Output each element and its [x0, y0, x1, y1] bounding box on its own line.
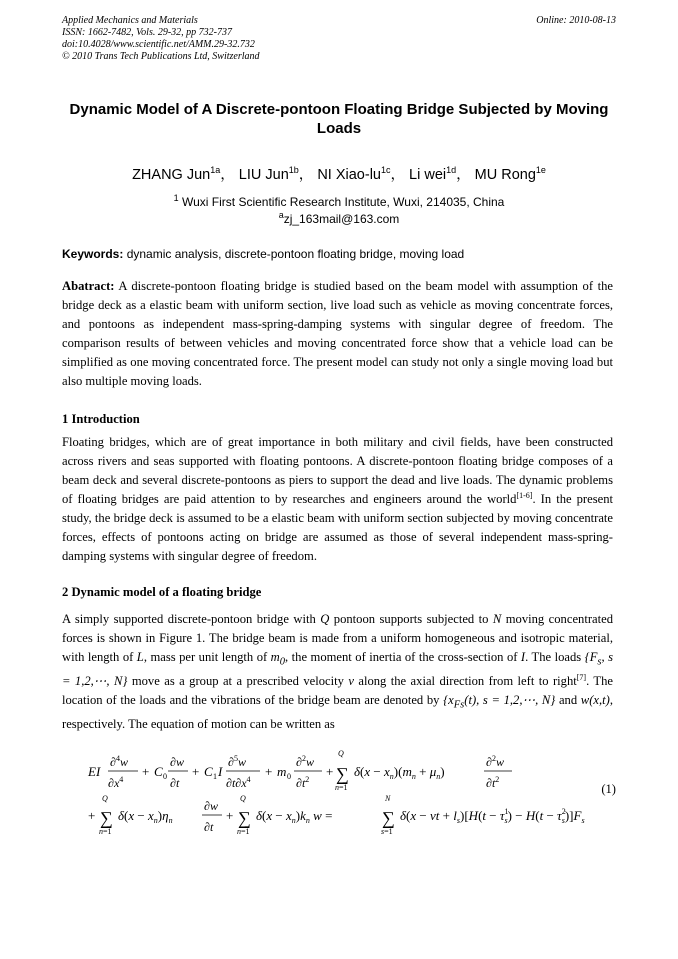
author-name: NI Xiao-lu: [317, 167, 381, 183]
svg-text:+: +: [192, 764, 200, 779]
author-separator: ，: [456, 167, 471, 183]
author-name: ZHANG Jun: [132, 167, 211, 183]
symbol-wxt: w(x,t): [580, 693, 610, 708]
svg-text:δ(x − xn)kn w =: $\delta(x - x_n)k_n$ w =: [256, 808, 333, 825]
author-name: LIU Jun: [238, 167, 289, 183]
svg-text:+: +: [265, 764, 273, 779]
model-text: along the axial direction from left to right: [353, 674, 577, 689]
symbol-Q: Q: [320, 612, 330, 626]
loads-tail: , s = 1,2,⋯, N}: [62, 650, 614, 689]
svg-text:∂t2: $\partial t^2$: [486, 775, 500, 790]
keywords: [62, 247, 618, 261]
svg-text:+: +: [142, 764, 150, 779]
model-paragraph: [62, 610, 613, 734]
author-separator: ，: [390, 167, 405, 183]
email-address[interactable]: zj_163mail@163.com: [283, 212, 400, 226]
abstract: [62, 277, 613, 391]
model-text: . The loads: [525, 650, 585, 665]
svg-text:∂t∂x4: $\partial t\partial x^4$: [226, 775, 251, 790]
symbol-m0: [270, 650, 286, 668]
abstract-label: Abatract:: [62, 279, 115, 293]
author-name: MU Rong: [474, 167, 536, 183]
symbol-sub: 0: [279, 656, 286, 668]
svg-text:C: C: [154, 764, 163, 779]
locs-head: {x: [443, 693, 454, 708]
symbol-m: m: [270, 650, 280, 665]
author-sup: 1d: [446, 165, 457, 176]
svg-text:δ(x − xn)ηn: $\delta(x - x_n)\eta_n$: [118, 808, 173, 825]
model-text: , mass per unit length of: [143, 650, 271, 665]
model-text: , the moment of inertia of the cross-section of: [285, 650, 521, 665]
email-sup: a: [278, 210, 284, 220]
journal-name: Applied Mechanics and Materials: [62, 15, 198, 26]
svg-text:n=1: n=1: [99, 827, 112, 836]
svg-text:∂2w: ∂$^2$w: [486, 754, 504, 769]
svg-text:δ(x − xn)(mn + μn): $\delta(x - x_n)(m_n + \mu_n)$: [354, 764, 445, 781]
svg-text:0: 0: [163, 772, 167, 781]
svg-text:s=1: s=1: [381, 827, 393, 836]
author-sup: 1e: [535, 165, 546, 176]
keywords-text: dynamic analysis, discrete-pontoon floating bridge, moving load: [123, 247, 465, 261]
svg-text:+: +: [226, 808, 234, 823]
author-sup: 1a: [210, 165, 221, 176]
model-text: . The location of the loads and the vibrations of the bridge beam are denoted by: [62, 674, 613, 708]
author-sup: 1b: [288, 165, 299, 176]
author-sup: 1c: [380, 165, 391, 176]
svg-text:∂t2: $\partial t^2$: [296, 775, 310, 790]
author-separator: ，: [298, 167, 314, 183]
affiliation: [60, 193, 618, 209]
author-separator: ，: [220, 167, 235, 183]
citation[interactable]: [7]: [576, 672, 587, 682]
symbol-v: v: [348, 674, 354, 689]
svg-text:+: +: [326, 764, 334, 779]
svg-text:∂t: ∂t: [170, 776, 180, 790]
svg-text:0: 0: [287, 772, 291, 781]
model-text: move as a group at a prescribed velocity: [127, 674, 349, 689]
online-date: Online: 2010-08-13: [536, 15, 616, 26]
svg-text:∂x4: $\partial x^4$: [108, 775, 124, 790]
svg-text:∂4w: ∂$^4$w: [110, 754, 128, 769]
journal-header: [62, 15, 260, 63]
svg-text:n=1: n=1: [335, 783, 348, 792]
contact-email: [60, 210, 618, 226]
section-heading-dynamic-model: 2 Dynamic model of a floating bridge: [62, 585, 262, 599]
keywords-label: Keywords:: [62, 247, 124, 261]
citation[interactable]: [1-6]: [516, 490, 533, 500]
svg-text:∂5w: ∂$^5$w: [228, 754, 246, 769]
locs-tail: (t), s = 1,2,⋯, N}: [464, 693, 556, 708]
svg-text:m: m: [277, 764, 287, 779]
svg-text:Q: Q: [240, 794, 246, 803]
model-text: A simply supported discrete-pontoon bridge with: [62, 612, 321, 626]
svg-text:∑: ∑: [336, 764, 349, 784]
doi-line[interactable]: doi:10.4028/www.scientific.net/AMM.29-32.732: [62, 39, 255, 50]
svg-text:+: +: [88, 808, 96, 823]
paper-title: Dynamic Model of A Discrete-pontoon Floating Bridge Subjected by Moving Loads: [69, 101, 609, 137]
svg-text:∂w: ∂w: [170, 755, 184, 769]
svg-text:1: 1: [213, 772, 217, 781]
model-text: moving concentrated forces is shown in Figure 1. The bridge beam is made from a uniform homogeneous and isotropic material, with length of: [62, 612, 613, 665]
svg-text:I: I: [218, 764, 223, 779]
svg-text:Q: Q: [338, 749, 344, 758]
svg-text:∑: ∑: [238, 808, 251, 828]
copyright-line: © 2010 Trans Tech Publications Ltd, Switzerland: [62, 51, 260, 62]
svg-text:Q: Q: [102, 794, 108, 803]
svg-text:∑: ∑: [382, 808, 395, 828]
svg-text:n=1: n=1: [237, 827, 250, 836]
affiliation-sup: 1: [173, 193, 179, 203]
loads-head: {F: [584, 650, 598, 665]
symbol-N: N: [492, 612, 502, 626]
model-text: and: [555, 693, 581, 708]
model-text: pontoon supports subjected to: [329, 612, 493, 626]
svg-text:EI: EI: [88, 764, 101, 779]
svg-text:∂t: ∂t: [204, 820, 214, 834]
author-name: Li wei: [409, 167, 447, 183]
svg-text:∑: ∑: [100, 808, 113, 828]
svg-text:∂2w: ∂$^2$w: [296, 754, 314, 769]
locations-set: [443, 693, 556, 711]
symbol-I: I: [520, 650, 526, 665]
introduction-paragraph: [62, 433, 613, 566]
equation-number: (1): [601, 782, 616, 796]
svg-text:C: C: [204, 764, 213, 779]
issn-line: ISSN: 1662-7482, Vols. 29-32, pp 732-737: [62, 27, 232, 38]
author-list: [60, 163, 618, 184]
svg-text:N: N: [385, 794, 391, 803]
affiliation-text: Wuxi First Scientific Research Institute, Wuxi, 214035, China: [182, 195, 505, 209]
model-text: , respectively. The equation of motion can be written as: [62, 693, 613, 732]
section-heading-introduction: 1 Introduction: [62, 412, 140, 426]
equation-of-motion: [62, 744, 618, 838]
symbol-L: L: [136, 650, 144, 665]
svg-text:δ(x − vt + ls)[H(t − τ1s) − H(: δ(x − vt + $l_s)[H(t - \tau^1$ $s) - H(t - \tau^2$ $s)]F_s$: [400, 807, 585, 825]
locs-sub: Fs: [453, 699, 465, 711]
loads-sub: s: [597, 656, 602, 668]
intro-text-b: . In the present study, the bridge deck is assumed to be a elastic beam with uniform section subjected by moving concentrate forces, effects of pontoons acting on bridge are assumed as those of several independent mass-spring-damping systems with singular degree of freedom.: [62, 492, 613, 563]
svg-text:∂w: ∂w: [204, 799, 218, 813]
intro-text-a: Floating bridges, which are of great importance in both military and civil fields, have been constructed across rivers and seas supported with floating pontoons. A discrete-pontoon floating bridge composes of a beam deck and several discrete-pontoons as piers to support the dead and live loads. The dynamic problems of floating bridges are paid attention to by researches and engineers around the world: [62, 435, 613, 506]
abstract-text: A discrete-pontoon floating bridge is studied based on the beam model with assumption of the bridge deck as a elastic beam with uniform section, live load such as vehicle as moving concentrate forces, and pontoons as independent mass-spring-damping systems with singular degree of freedom. The comparison results of between vehicles and moving concentrated force show that a vehicle load can be simplified as one moving concentrated force. The present model can study not only a single moving load but also multiple moving loads.: [62, 279, 613, 388]
